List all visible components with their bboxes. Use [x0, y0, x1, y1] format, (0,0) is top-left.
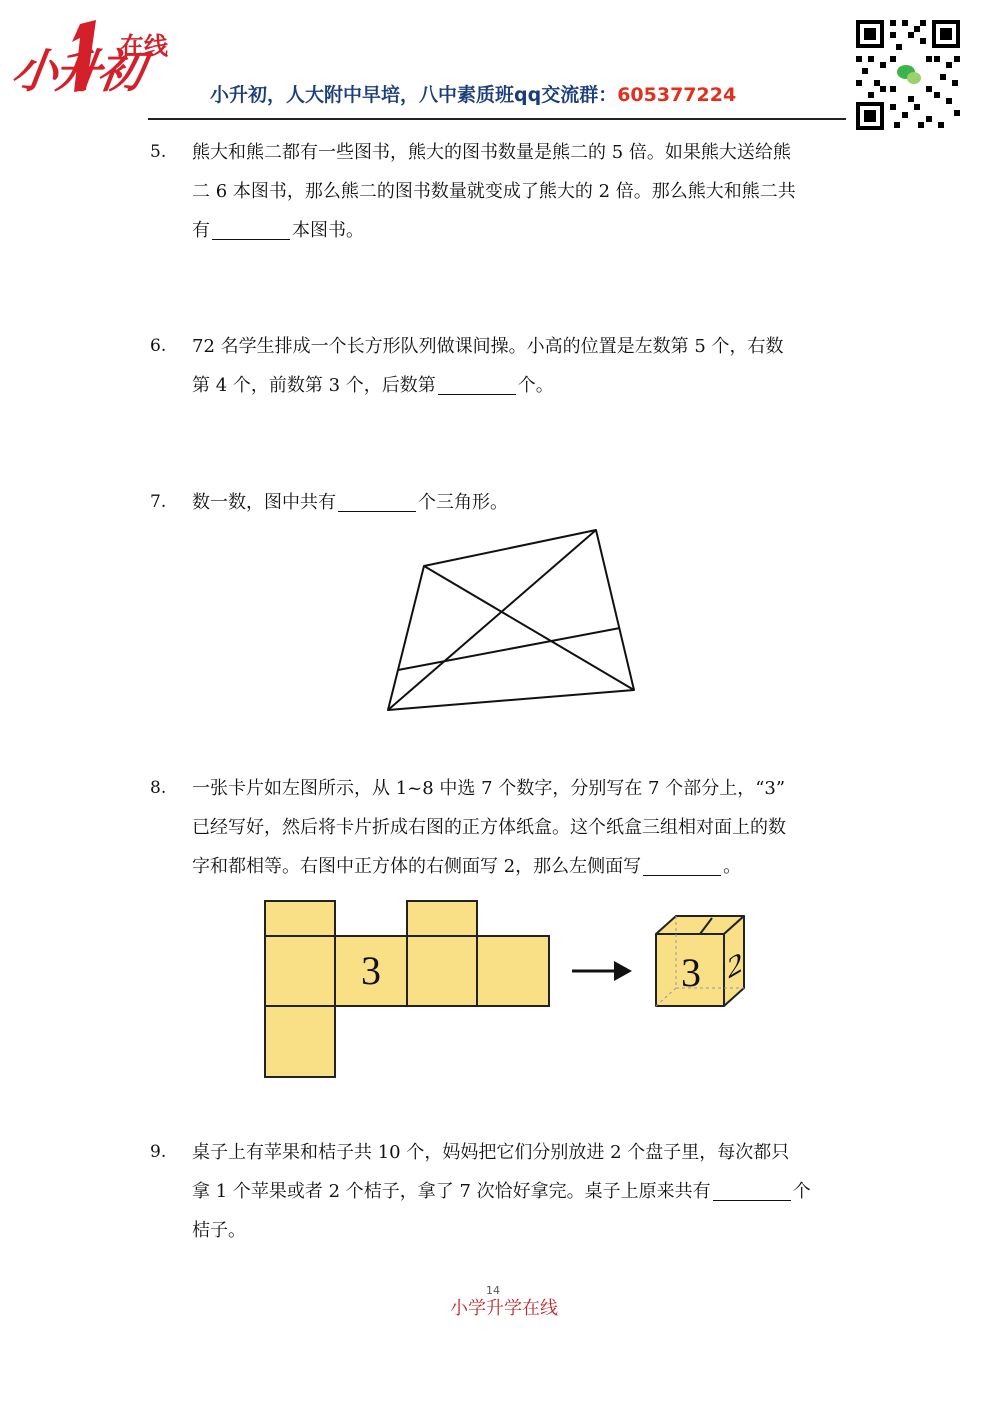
- footer-site-name: 小学升学在线: [450, 1298, 558, 1319]
- question-6: [150, 327, 850, 405]
- net-face: [407, 936, 477, 1006]
- question-7: [150, 483, 850, 522]
- banner-text: 小升初，人大附中早培，八中素质班qq交流群：: [210, 84, 618, 106]
- question-number: 8.: [150, 778, 167, 798]
- logo-title: 小升初: [8, 44, 145, 98]
- diagonal-line: [388, 530, 596, 710]
- cross-line: [398, 628, 620, 670]
- cube-side-label: 2: [727, 944, 743, 987]
- question-number: 6.: [150, 336, 167, 356]
- qq-number: 605377224: [617, 84, 737, 106]
- question-8: [150, 769, 850, 886]
- question-text-line: 桌子上有苹果和桔子共 10 个，妈妈把它们分别放进 2 个盘子里，每次都只: [192, 1142, 790, 1163]
- question-number: 5.: [150, 142, 167, 162]
- question-text-line: 拿 1 个苹果或者 2 个桔子，拿了 7 次恰好拿完。桌子上原来共有 个: [192, 1172, 850, 1211]
- question-number: 7.: [150, 492, 167, 512]
- net-face: [477, 936, 549, 1006]
- question-text-line: 已经写好，然后将卡片折成右图的正方体纸盒。这个纸盒三组相对面上的数: [192, 817, 786, 838]
- answer-blank[interactable]: [643, 853, 721, 876]
- question-text-line: 有 本图书。: [192, 211, 850, 250]
- header-divider: [148, 118, 846, 120]
- triangle-figure: [384, 526, 640, 716]
- diagonal-line: [424, 566, 634, 690]
- net-face: [265, 901, 335, 936]
- quadrilateral-outline: [388, 530, 634, 710]
- net-face-label: 3: [361, 948, 381, 993]
- logo-subtitle: 在线: [120, 32, 168, 60]
- question-9: [150, 1133, 850, 1250]
- arrow-right-icon: [572, 961, 632, 981]
- brand-logo: [8, 20, 172, 104]
- question-text-line: 一张卡片如左图所示，从 1~8 中选 7 个数字，分别写在 7 个部分上，“3”: [192, 778, 786, 799]
- question-number: 9.: [150, 1142, 167, 1162]
- qr-code-icon: [854, 16, 962, 132]
- cube-front-label: 3: [681, 950, 701, 995]
- question-text-line: 熊大和熊二都有一些图书，熊大的图书数量是熊二的 5 倍。如果熊大送给熊: [192, 142, 791, 163]
- answer-blank[interactable]: [212, 217, 290, 240]
- question-text-line: 第 4 个，前数第 3 个，后数第 个。: [192, 366, 850, 405]
- question-text-line: 二 6 本图书，那么熊二的图书数量就变成了熊大的 2 倍。那么熊大和熊二共: [192, 181, 796, 202]
- header-banner: [210, 80, 736, 107]
- answer-blank[interactable]: [713, 1178, 791, 1201]
- page-number: 14: [486, 1284, 500, 1297]
- net-face: [407, 901, 477, 936]
- net-face: [265, 936, 335, 1006]
- answer-blank[interactable]: [438, 372, 516, 395]
- question-text-line: 字和都相等。右图中正方体的右侧面写 2，那么左侧面写 。: [192, 847, 850, 886]
- cube-net-figure: [262, 898, 752, 1080]
- question-5: [150, 133, 850, 250]
- answer-blank[interactable]: [338, 489, 416, 512]
- question-text-line: 桔子。: [192, 1220, 246, 1241]
- question-text-line: 72 名学生排成一个长方形队列做课间操。小高的位置是左数第 5 个，右数: [192, 336, 784, 357]
- net-face: [265, 1006, 335, 1077]
- question-text-line: 数一数，图中共有 个三角形。: [192, 483, 850, 522]
